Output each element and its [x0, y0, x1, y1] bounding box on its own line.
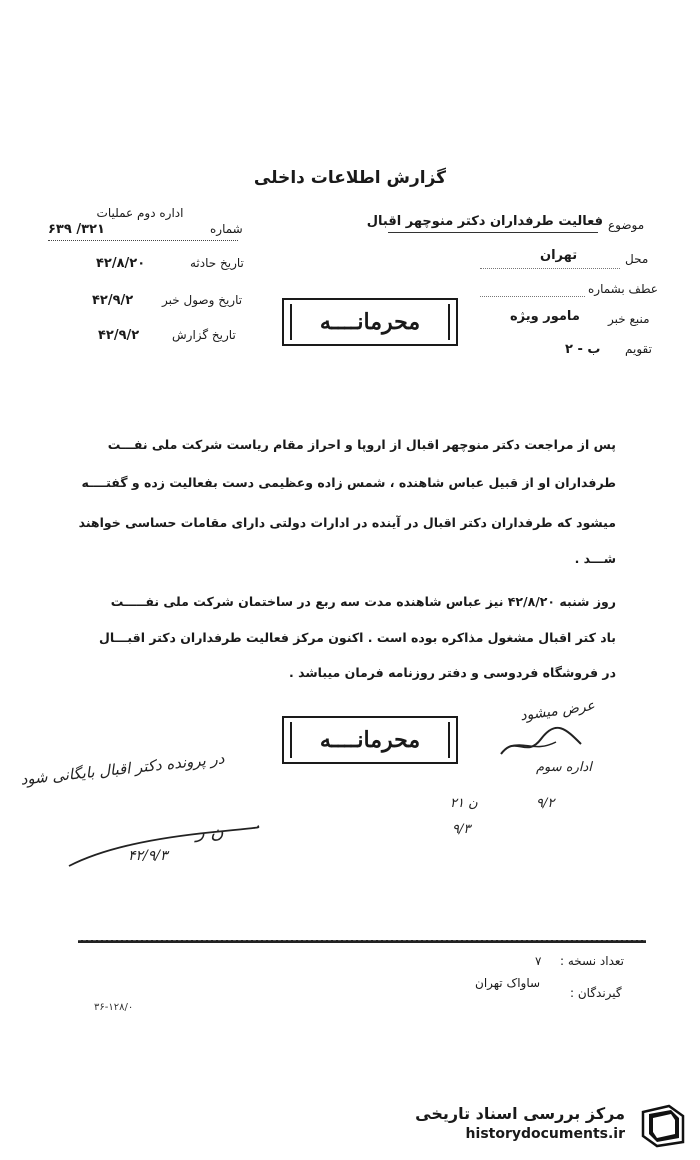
handwritten-number-right: ۹/۲ [536, 796, 555, 811]
attachment-underline [480, 296, 585, 297]
archive-id: ۳۶-۱۲۸/۰ [94, 1002, 134, 1013]
report-title: گزارش اطلاعات داخلی [253, 168, 447, 188]
body-line-3: میشود که طرفداران دکتر اقبال در آینده در ادارات دولتی دارای مقامات حساسی خواهند [78, 515, 616, 530]
evaluation-label: تقویم [625, 342, 652, 356]
number-underline [48, 240, 238, 241]
body-line-2: طرفداران او از قبیل عباس شاهنده ، شمس زاده وعظیمی دست بفعالیت زده و گفتــــه [81, 475, 616, 490]
report-date-value: ۴۲/۹/۲ [98, 328, 140, 343]
handwritten-ref-right: ن ۲۱ [450, 796, 478, 811]
recipients-label: گیرندگان : [570, 986, 622, 1000]
received-date-label: تاریخ وصول خبر [162, 293, 243, 307]
confidential-stamp: محرمانــــه [282, 298, 458, 346]
brand-url: historydocuments.ir [465, 1126, 625, 1142]
footer-divider [78, 940, 646, 943]
place-value: تهران [540, 248, 578, 263]
source-label: منبع خبر [608, 312, 650, 326]
place-underline [480, 268, 620, 269]
handwritten-number-right-2: ۹/۳ [452, 822, 471, 837]
subject-underline [388, 232, 598, 233]
place-label: محل [625, 252, 649, 266]
handwritten-date-left: ۴۲/۹/۳ [128, 848, 168, 864]
brand-watermark [415, 1098, 695, 1150]
subject-value: فعالیت طرفداران دکتر منوچهر اقبال [366, 214, 603, 229]
body-line-4: شـــد . [574, 551, 616, 566]
office-name: اداره دوم عملیات [96, 206, 184, 220]
copies-label: تعداد نسخه : [560, 954, 625, 968]
incident-date-label: تاریخ حادثه [190, 256, 244, 270]
recipients-value: ساواک تهران [475, 976, 541, 990]
received-date-value: ۴۲/۹/۲ [92, 293, 134, 308]
brand-name: مرکز بررسی اسناد تاریخی [415, 1104, 625, 1123]
source-value: مامور ویژه [510, 309, 580, 324]
body-line-7: در فروشگاه فردوسی و دفتر روزنامه فرمان میباشد . [289, 665, 616, 680]
number-value: ۳۲۱/ ۶۳۹ [48, 222, 105, 237]
handwritten-sign-left: ن ر [196, 822, 224, 843]
book-icon [635, 1102, 689, 1148]
signature-scribble-right [496, 724, 586, 764]
evaluation-value: ب - ۲ [565, 342, 601, 357]
signature-scribble-left [64, 818, 264, 874]
report-date-label: تاریخ گزارش [172, 328, 236, 342]
attachment-label: عطف بشماره [588, 282, 658, 296]
body-line-6: باد کتر اقبال مشغول مذاکره بوده است . اکنون مرکز فعالیت طرفداران دکتر اقبـــال [99, 630, 616, 645]
handwritten-note-right: عرض میشود [519, 697, 596, 725]
incident-date-value: ۴۲/۸/۲۰ [96, 256, 146, 271]
subject-label: موضوع [608, 218, 645, 232]
handwritten-initials-right: اداره سوم [536, 760, 592, 775]
copies-value: ۷ [535, 954, 542, 968]
body-line-1: پس از مراجعت دکتر منوچهر اقبال از اروپا و احراز مقام ریاست شرکت ملی نفـــت [107, 437, 616, 452]
confidential-stamp-bottom: محرمانــــه [282, 716, 458, 764]
number-label: شماره [210, 222, 243, 236]
handwritten-note-left: در پرونده دکتر اقبال بایگانی شود [19, 749, 226, 789]
body-line-5: روز شنبه ۴۲/۸/۲۰ نیز عباس شاهنده مدت سه ربع در ساختمان شرکت ملی نفـــــت [110, 594, 616, 609]
